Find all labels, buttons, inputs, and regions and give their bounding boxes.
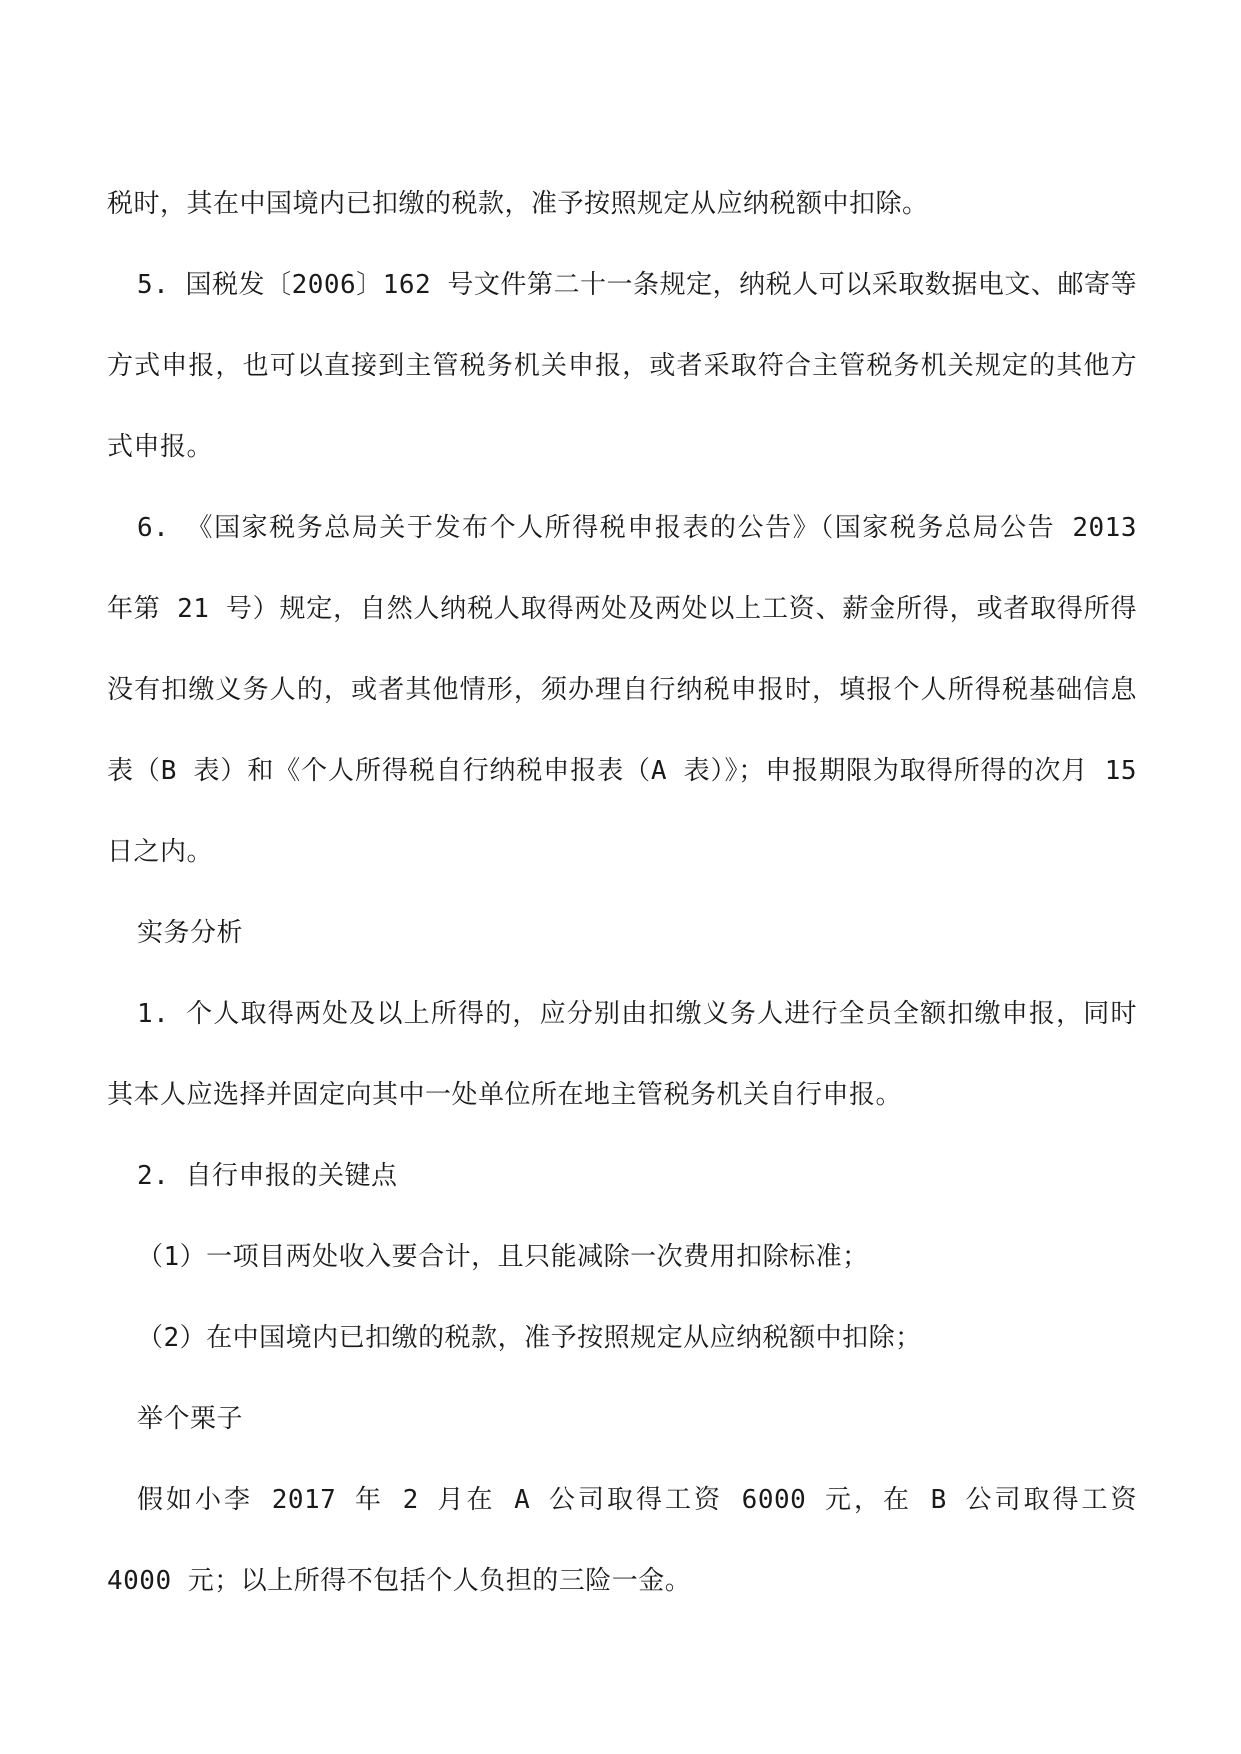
paragraph-analysis-1: 1. 个人取得两处及以上所得的，应分别由扣缴义务人进行全员全额扣缴申报，同时其本人应选择并固定向其中一处单位所在地主管税务机关自行申报。: [107, 999, 1137, 1110]
paragraph-key-point-1: （1）一项目两处收入要合计，且只能减除一次费用扣除标准；: [137, 1242, 869, 1272]
paragraph-item-5: 5. 国税发〔2006〕162 号文件第二十一条规定，纳税人可以采取数据电文、邮寄等方式申报，也可以直接到主管税务机关申报，或者采取符合主管税务机关规定的其他方式申报。: [107, 270, 1137, 462]
paragraph-item-6: 6. 《国家税务总局关于发布个人所得税申报表的公告》（国家税务总局公告 2013 年第 21 号）规定，自然人纳税人取得两处及两处以上工资、薪金所得，或者取得所得没有扣缴义务人的，或者其他情形，须办理自行纳税申报时，填报个人所得税基础信息表（B 表）和《个人所得税自行纳税申报表（A 表）》；申报期限为取得所得的次月 15 日之内。: [107, 513, 1137, 867]
document-body: [107, 164, 1137, 1622]
section-heading-practice-analysis: 实务分析: [137, 918, 244, 948]
paragraph-analysis-2: 2. 自行申报的关键点: [137, 1161, 398, 1191]
section-heading-example: 举个栗子: [137, 1404, 244, 1434]
paragraph-key-point-2: （2）在中国境内已扣缴的税款，准予按照规定从应纳税额中扣除；: [137, 1323, 922, 1353]
paragraph-example: 假如小李 2017 年 2 月在 A 公司取得工资 6000 元，在 B 公司取得工资 4000 元；以上所得不包括个人负担的三险一金。: [107, 1485, 1137, 1596]
paragraph-continuation: 税时，其在中国境内已扣缴的税款，准予按照规定从应纳税额中扣除。: [107, 189, 929, 219]
